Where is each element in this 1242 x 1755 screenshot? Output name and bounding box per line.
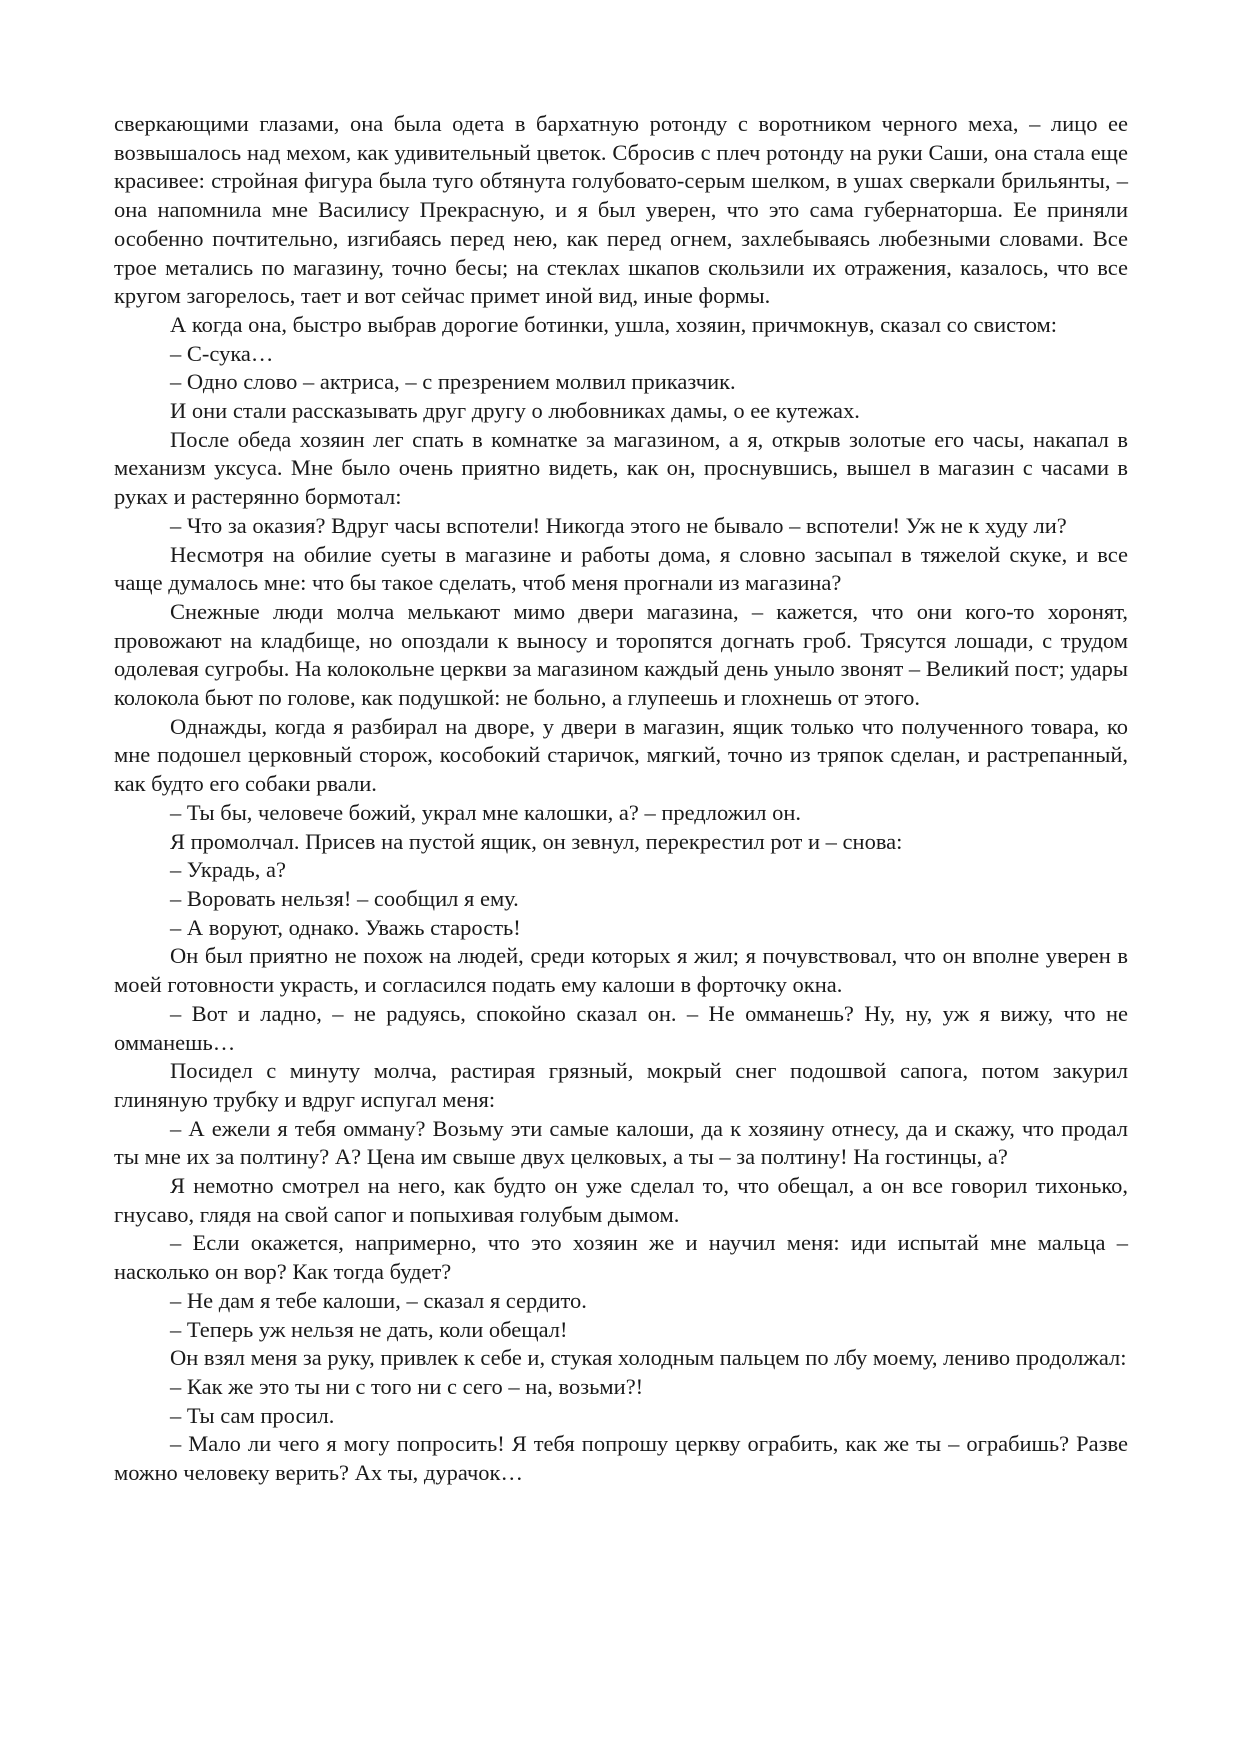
- paragraph: сверкающими глазами, она была одета в бархатную ротонду с воротником черного меха, – лицо ее возвышалось над мехом, как удивительный цветок. Сбросив с плеч ротонду на руки Саши, она стала еще красивее: стройная фигура была туго обтянута голубовато-серым шелком, в ушах сверкали брильянты, – она напомнила мне Василису Прекрасную, и я был уверен, что это сама губернаторша. Ее приняли особенно почтительно, изгибаясь перед нею, как перед огнем, захлебываясь любезными словами. Все трое метались по магазину, точно бесы; на стеклах шкапов скользили их отражения, казалось, что все кругом загорелось, тает и вот сейчас примет иной вид, иные формы.: [114, 111, 1128, 309]
- dialogue-line: – Ты бы, человече божий, украл мне калошки, а? – предложил он.: [170, 799, 802, 825]
- paragraph: И они стали рассказывать друг другу о любовниках дамы, о ее кутежах.: [170, 398, 860, 424]
- paragraph: Я немотно смотрел на него, как будто он уже сделал то, что обещал, а он все говорил тихонько, гнусаво, глядя на свой сапог и попыхивая голубым дымом.: [114, 1173, 1128, 1227]
- dialogue-line: – Воровать нельзя! – сообщил я ему.: [170, 885, 519, 911]
- dialogue-line: – Теперь уж нельзя не дать, коли обещал!: [170, 1316, 568, 1342]
- dialogue-line: – А ежели я тебя омману? Возьму эти самые калоши, да к хозяину отнесу, да и скажу, что продал ты мне их за полтину? А? Цена им свыше двух целковых, а ты – за полтину! На гостинцы, а?: [114, 1115, 1128, 1170]
- dialogue-line: – Одно слово – актриса, – с презрением молвил приказчик.: [170, 369, 736, 395]
- dialogue-line: – Ты сам просил.: [170, 1402, 335, 1428]
- dialogue-line: – А воруют, однако. Уважь старость!: [170, 914, 521, 940]
- paragraph: После обеда хозяин лег спать в комнатке за магазином, а я, открыв золотые его часы, накапал в механизм уксуса. Мне было очень приятно видеть, как он, проснувшись, вышел в магазин с часами в руках и растерянно бормотал:: [114, 426, 1128, 510]
- paragraph: Он взял меня за руку, привлек к себе и, стукая холодным пальцем по лбу моему, лениво продолжал:: [170, 1345, 1127, 1371]
- paragraph: Он был приятно не похож на людей, среди которых я жил; я почувствовал, что он вполне уверен в моей готовности украсть, и согласился подать ему калоши в форточку окна.: [114, 943, 1128, 998]
- paragraph: А когда она, быстро выбрав дорогие ботинки, ушла, хозяин, причмокнув, сказал со свистом:: [170, 311, 1058, 337]
- document-page: [114, 110, 1128, 1488]
- dialogue-line: – Мало ли чего я могу попросить! Я тебя попрошу церкву ограбить, как же ты – ограбишь? Разве можно человеку верить? Ах ты, дурачок…: [114, 1431, 1128, 1486]
- paragraph: Посидел с минуту молча, растирая грязный, мокрый снег подошвой сапога, потом закурил глиняную трубку и вдруг испугал меня:: [114, 1058, 1128, 1112]
- dialogue-line: – Что за оказия? Вдруг часы вспотели! Никогда этого не бывало – вспотели! Уж не к худу ли?: [170, 512, 1067, 538]
- paragraph: Несмотря на обилие суеты в магазине и работы дома, я словно засыпал в тяжелой скуке, и все чаще думалось мне: что бы такое сделать, чтоб меня прогнали из магазина?: [114, 541, 1128, 596]
- dialogue-line: – Если окажется, напримерно, что это хозяин же и научил меня: иди испытай мне мальца – насколько он вор? Как тогда будет?: [114, 1230, 1128, 1285]
- paragraph: Однажды, когда я разбирал на дворе, у двери в магазин, ящик только что полученного товара, ко мне подошел церковный сторож, кособокий старичок, мягкий, точно из тряпок сделан, и растрепанный, как будто его собаки рвали.: [114, 713, 1128, 797]
- dialogue-line: – Не дам я тебе калоши, – сказал я сердито.: [170, 1287, 587, 1313]
- dialogue-line: – Вот и ладно, – не радуясь, спокойно сказал он. – Не омманешь? Ну, ну, уж я вижу, что не омманешь…: [114, 1000, 1128, 1055]
- paragraph: Я промолчал. Присев на пустой ящик, он зевнул, перекрестил рот и – снова:: [170, 828, 903, 854]
- dialogue-line: – С-сука…: [170, 340, 274, 366]
- dialogue-line: – Как же это ты ни с того ни с сего – на, возьми?!: [170, 1373, 644, 1399]
- paragraph: Снежные люди молча мелькают мимо двери магазина, – кажется, что они кого-то хоронят, провожают на кладбище, но опоздали к выносу и торопятся догнать гроб. Трясутся лошади, с трудом одолевая сугробы. На колокольне церкви за магазином каждый день уныло звонят – Великий пост; удары колокола бьют по голове, как подушкой: не больно, а глупеешь и глохнешь от этого.: [114, 598, 1128, 711]
- dialogue-line: – Украдь, а?: [170, 857, 286, 883]
